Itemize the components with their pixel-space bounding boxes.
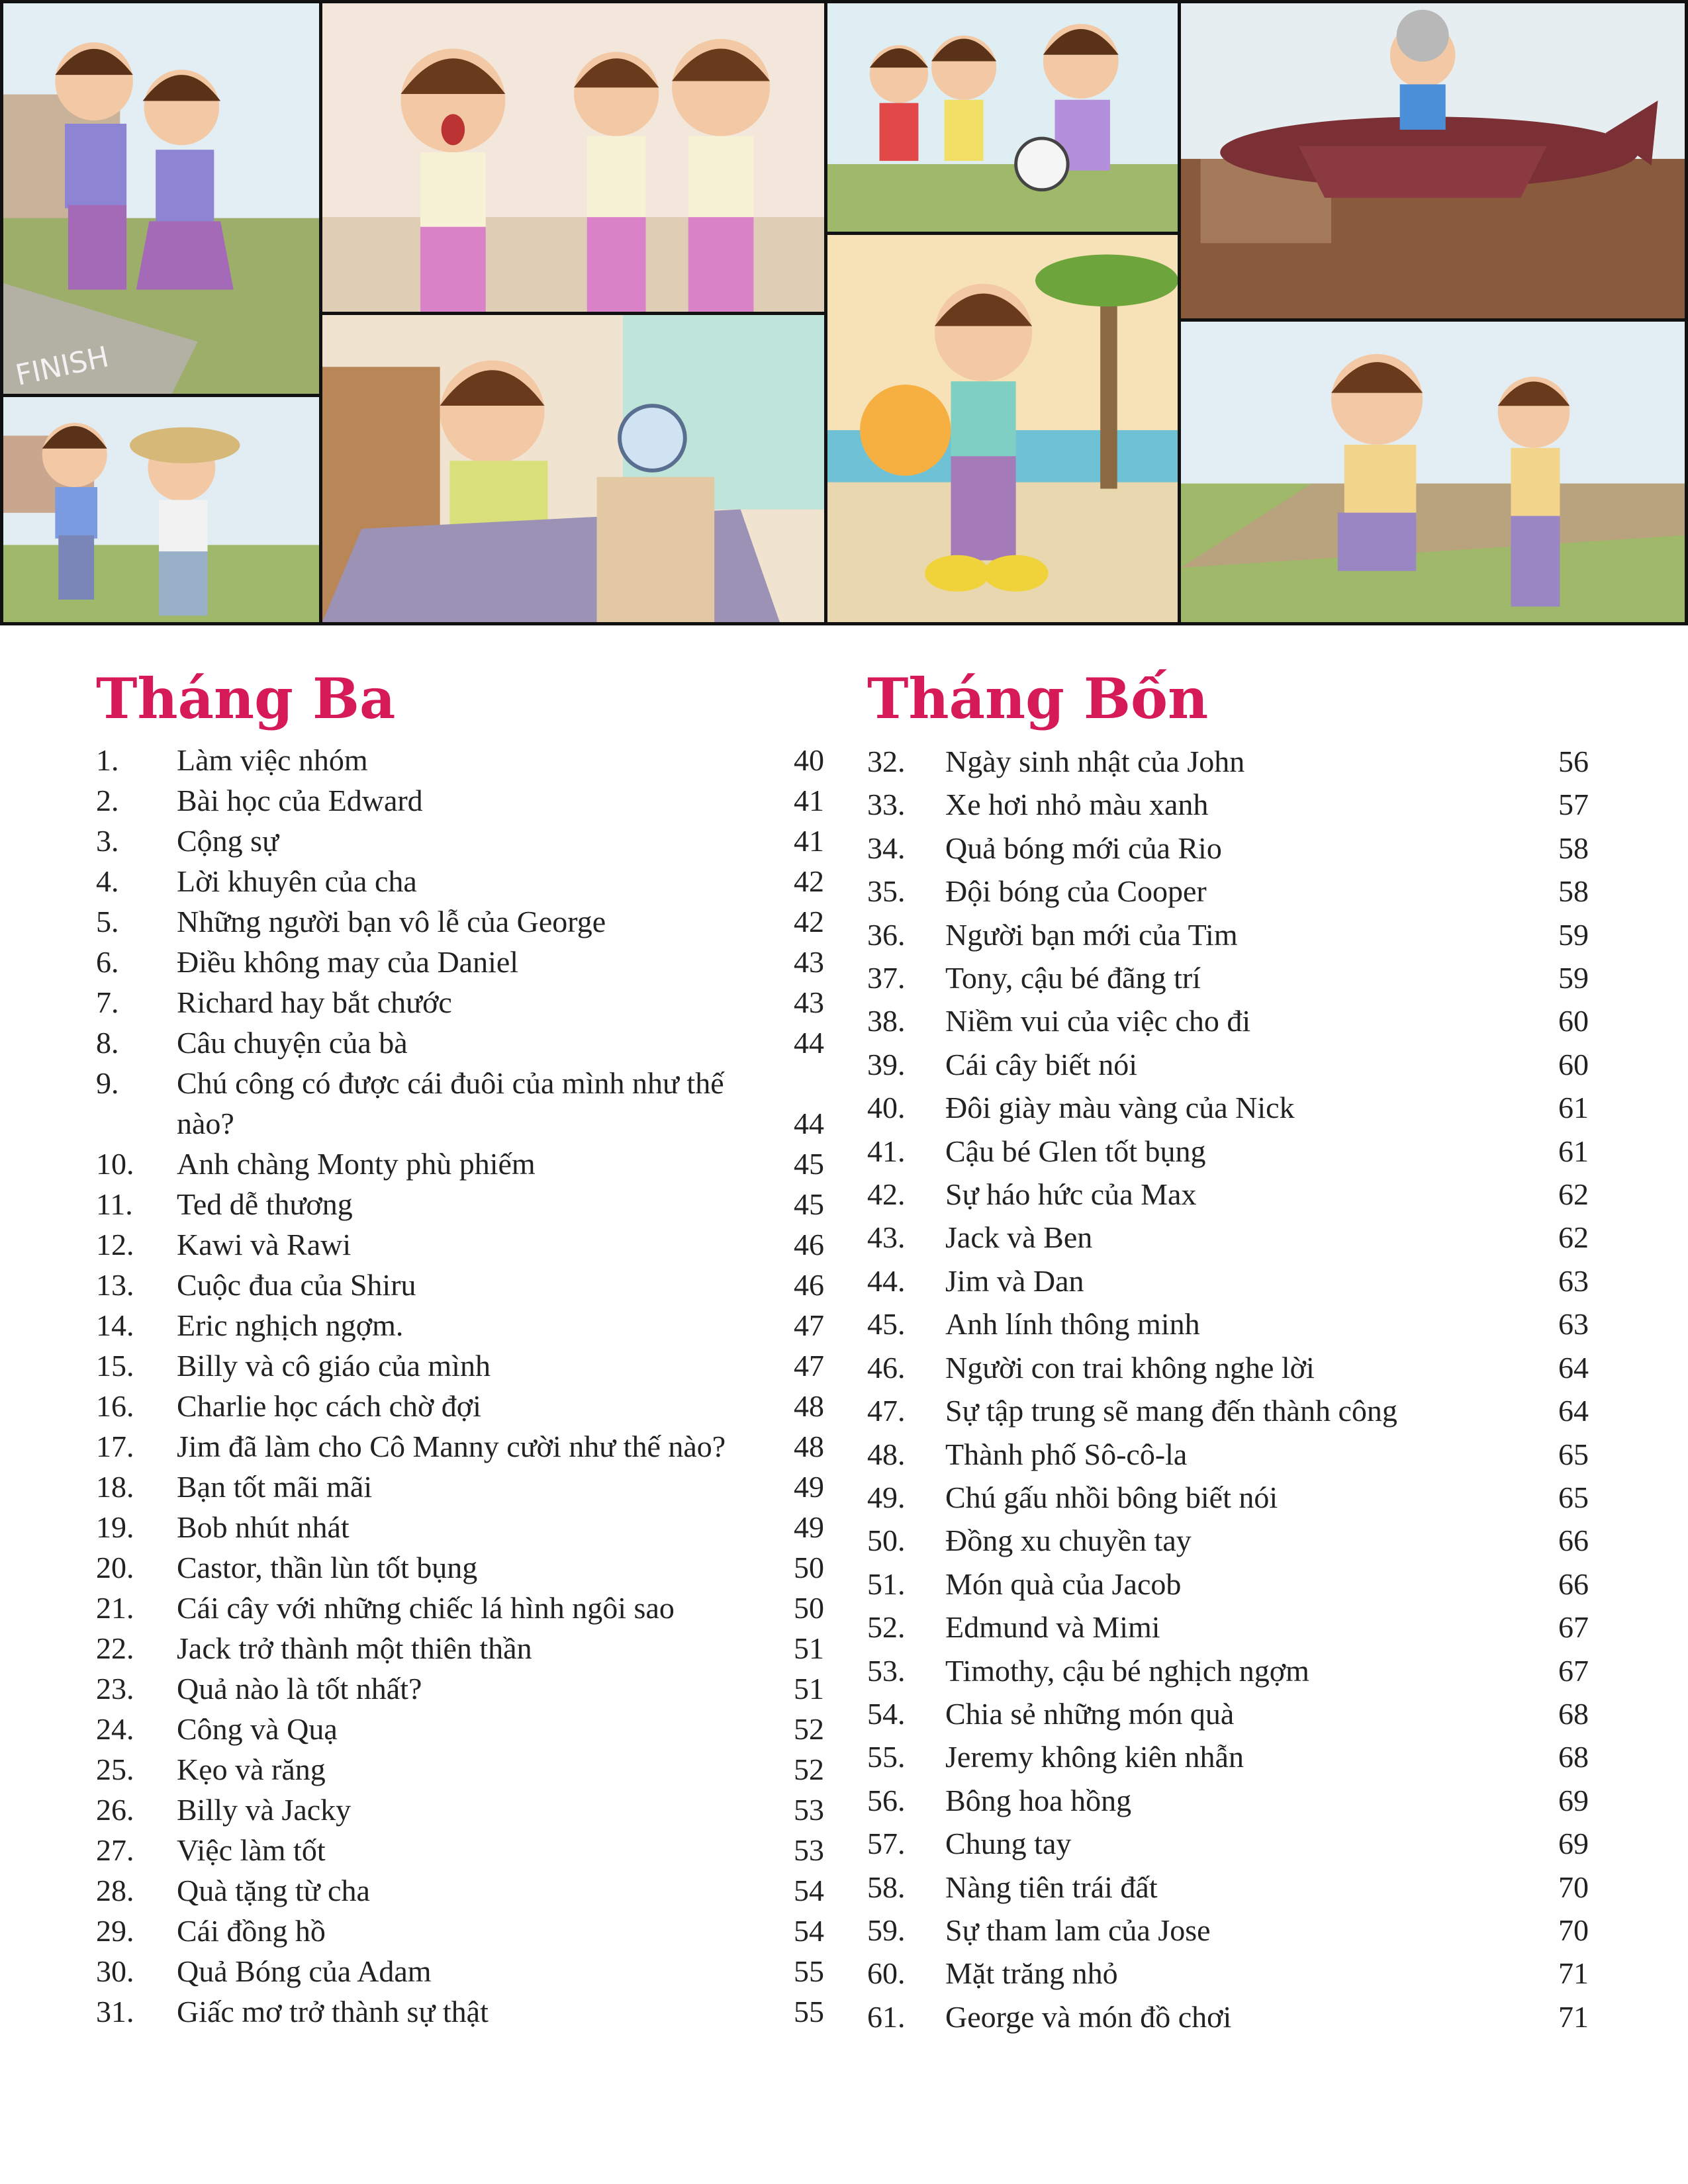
toc-entry-title: Chung tay bbox=[945, 1827, 1072, 1861]
finish-text: FINISH bbox=[13, 340, 112, 393]
toc-entry-page: 66 bbox=[1558, 1524, 1589, 1558]
toc-entry-page: 55 bbox=[794, 1954, 824, 1988]
toc-entry-title: Đôi giày màu vàng của Nick bbox=[945, 1091, 1295, 1125]
toc-entry-title: Câu chuyện của bà bbox=[177, 1026, 408, 1060]
toc-entry[interactable] bbox=[96, 1870, 824, 1911]
toc-entry[interactable] bbox=[867, 1909, 1589, 1952]
toc-entry-title: Jim và Dan bbox=[945, 1263, 1084, 1298]
toc-entry-page: 50 bbox=[794, 1551, 824, 1584]
toc-entry[interactable] bbox=[867, 1389, 1589, 1432]
toc-entry-page: 52 bbox=[794, 1752, 824, 1786]
toc-entry-title: Mặt trăng nhỏ bbox=[945, 1956, 1118, 1991]
toc-entry-page: 45 bbox=[794, 1147, 824, 1181]
toc-entry-title: Castor, thần lùn tốt bụng bbox=[177, 1551, 478, 1584]
toc-entry-title: Bạn tốt mãi mãi bbox=[177, 1470, 373, 1504]
toc-entry[interactable] bbox=[96, 861, 824, 901]
toc-entry-title: Quả nào là tốt nhất? bbox=[177, 1672, 422, 1706]
toc-entry-title: Công và Quạ bbox=[177, 1712, 338, 1746]
toc-entry-title: Cộng sự bbox=[177, 824, 279, 858]
toc-entry-number: 25. bbox=[96, 1752, 134, 1786]
toc-entry-page: 43 bbox=[794, 945, 824, 979]
toc-entry-number: 24. bbox=[96, 1712, 134, 1746]
toc-entry-title: Sự tập trung sẽ mang đến thành công bbox=[945, 1394, 1397, 1428]
toc-entry-number: 16. bbox=[96, 1389, 134, 1423]
toc-march bbox=[96, 662, 824, 2032]
toc-entry-number: 60. bbox=[867, 1956, 906, 1991]
toc-entry-page: 61 bbox=[1558, 1091, 1589, 1125]
toc-entry[interactable] bbox=[867, 740, 1589, 783]
toc-entry-number: 42. bbox=[867, 1177, 906, 1212]
toc-entry-number: 22. bbox=[96, 1631, 134, 1665]
toc-entry-page: 56 bbox=[1558, 745, 1589, 778]
toc-entry-page: 68 bbox=[1558, 1740, 1589, 1774]
toc-entry-title: Xe hơi nhỏ màu xanh bbox=[945, 788, 1209, 822]
toc-entry-page: 61 bbox=[1558, 1134, 1589, 1168]
toc-entry-page: 66 bbox=[1558, 1567, 1589, 1601]
toc-entry-title: Đồng xu chuyền tay bbox=[945, 1524, 1192, 1558]
toc-entry-title: Bông hoa hồng bbox=[945, 1783, 1132, 1817]
toc-entry[interactable] bbox=[96, 982, 824, 1023]
toc-entry-title: Quà tặng từ cha bbox=[177, 1874, 370, 1907]
toc-entry[interactable] bbox=[867, 1476, 1589, 1519]
toc-entry-title: Jim đã làm cho Cô Manny cười như thế nào? bbox=[177, 1430, 726, 1463]
toc-entry-page: 47 bbox=[794, 1349, 824, 1383]
toc-entry-page: 64 bbox=[1558, 1350, 1589, 1385]
toc-entry-number: 51. bbox=[867, 1567, 906, 1601]
toc-entry-page: 60 bbox=[1558, 1004, 1589, 1038]
toc-entry-number: 7. bbox=[96, 985, 119, 1019]
toc-entry-title: Chia sẻ những món quà bbox=[945, 1696, 1235, 1731]
toc-entry-page: 62 bbox=[1558, 1220, 1589, 1255]
toc-entry[interactable] bbox=[96, 821, 824, 861]
toc-entry[interactable] bbox=[96, 1063, 824, 1144]
toc-entry[interactable] bbox=[96, 1426, 824, 1467]
toc-entry-page: 46 bbox=[794, 1228, 824, 1261]
toc-list-april bbox=[867, 740, 1589, 2038]
toc-entry-title: Billy và Jacky bbox=[177, 1793, 352, 1827]
toc-entry-number: 56. bbox=[867, 1783, 906, 1817]
toc-entry[interactable] bbox=[96, 1467, 824, 1507]
toc-entry[interactable] bbox=[867, 1130, 1589, 1173]
toc-entry-title: Niềm vui của việc cho đi bbox=[945, 1004, 1251, 1038]
toc-entry[interactable] bbox=[867, 1822, 1589, 1865]
toc-entry[interactable] bbox=[867, 870, 1589, 913]
toc-entry-number: 5. bbox=[96, 905, 119, 938]
toc-entry-number: 4. bbox=[96, 864, 119, 898]
toc-entry-page: 54 bbox=[794, 1874, 824, 1907]
toc-entry-number: 61. bbox=[867, 1999, 906, 2034]
toc-entry-number: 44. bbox=[867, 1263, 906, 1298]
toc-entry-title: Giấc mơ trở thành sự thật bbox=[177, 1995, 489, 2028]
toc-entry-title: Những người bạn vô lễ của George bbox=[177, 905, 606, 938]
toc-entry-title: Ngày sinh nhật của John bbox=[945, 745, 1245, 778]
toc-entry-title: Đội bóng của Cooper bbox=[945, 874, 1207, 909]
toc-entry-page: 63 bbox=[1558, 1263, 1589, 1298]
section-heading-march: Tháng Ba bbox=[96, 666, 396, 731]
toc-entry[interactable] bbox=[867, 1346, 1589, 1389]
toc-entry-title: Thành phố Sô-cô-la bbox=[945, 1437, 1188, 1471]
toc-entry-number: 53. bbox=[867, 1653, 906, 1688]
toc-entry-page: 42 bbox=[794, 905, 824, 938]
toc-entry-number: 43. bbox=[867, 1220, 906, 1255]
toc-entry-page: 40 bbox=[794, 743, 824, 777]
toc-entry-number: 36. bbox=[867, 917, 906, 952]
toc-entry[interactable] bbox=[96, 1023, 824, 1063]
toc-entry-title: Món quà của Jacob bbox=[945, 1567, 1182, 1601]
toc-entry[interactable] bbox=[867, 827, 1589, 870]
toc-entry[interactable] bbox=[867, 956, 1589, 999]
illustration-cowboy-hat bbox=[0, 394, 322, 625]
toc-entry-title: Nàng tiên trái đất bbox=[945, 1870, 1158, 1904]
toc-entry-page: 63 bbox=[1558, 1307, 1589, 1342]
toc-entry-title: Việc làm tốt bbox=[177, 1833, 326, 1867]
illustration-schoolbags bbox=[1178, 318, 1688, 625]
toc-entry[interactable] bbox=[96, 1951, 824, 1991]
toc-entry-title: Làm việc nhóm bbox=[177, 743, 368, 777]
toc-entry[interactable] bbox=[96, 1911, 824, 1951]
toc-entry-page: 67 bbox=[1558, 1610, 1589, 1645]
toc-entry[interactable] bbox=[96, 1668, 824, 1709]
toc-entry-title: Jack và Ben bbox=[945, 1220, 1093, 1255]
toc-entry[interactable] bbox=[96, 1547, 824, 1588]
toc-entry-page: 54 bbox=[794, 1914, 824, 1948]
toc-entry-page: 43 bbox=[794, 985, 824, 1019]
toc-entry-page: 59 bbox=[1558, 917, 1589, 952]
toc-entry[interactable] bbox=[96, 1144, 824, 1184]
toc-entry-number: 37. bbox=[867, 961, 906, 995]
toc-entry-page: 68 bbox=[1558, 1696, 1589, 1731]
toc-entry[interactable] bbox=[96, 1709, 824, 1749]
toc-entry-number: 10. bbox=[96, 1147, 134, 1181]
toc-entry-number: 30. bbox=[96, 1954, 134, 1988]
toc-entry-page: 69 bbox=[1558, 1783, 1589, 1817]
toc-entry-title: George và món đồ chơi bbox=[945, 1999, 1232, 2034]
toc-entry[interactable] bbox=[867, 1606, 1589, 1649]
toc-entry[interactable] bbox=[96, 1507, 824, 1547]
toc-entry-number: 21. bbox=[96, 1591, 134, 1625]
toc-entry-number: 23. bbox=[96, 1672, 134, 1706]
toc-entry-page: 67 bbox=[1558, 1653, 1589, 1688]
toc-entry-number: 12. bbox=[96, 1228, 134, 1261]
toc-april bbox=[867, 662, 1589, 2038]
toc-entry[interactable] bbox=[96, 1830, 824, 1870]
toc-entry-page: 69 bbox=[1558, 1827, 1589, 1861]
toc-entry-page: 41 bbox=[794, 784, 824, 817]
toc-entry-title: Bob nhút nhát bbox=[177, 1510, 350, 1544]
toc-entry-number: 9. bbox=[96, 1066, 119, 1100]
illustration-airplane bbox=[1178, 0, 1688, 322]
toc-list-march bbox=[96, 740, 824, 2032]
toc-entry-title: Charlie học cách chờ đợi bbox=[177, 1389, 481, 1423]
toc-entry[interactable] bbox=[867, 913, 1589, 956]
toc-entry-title: Lời khuyên của cha bbox=[177, 864, 417, 898]
toc-entry-page: 57 bbox=[1558, 788, 1589, 822]
toc-entry[interactable] bbox=[867, 1866, 1589, 1909]
toc-entry-number: 27. bbox=[96, 1833, 134, 1867]
toc-entry-title: Cậu bé Glen tốt bụng bbox=[945, 1134, 1206, 1168]
toc-entry-number: 35. bbox=[867, 874, 906, 909]
illustration-crying-boy bbox=[319, 0, 827, 315]
toc-entry[interactable] bbox=[867, 1216, 1589, 1259]
toc-entry[interactable] bbox=[867, 1433, 1589, 1476]
toc-entry-page: 58 bbox=[1558, 874, 1589, 909]
toc-entry-title: Quả Bóng của Adam bbox=[177, 1954, 432, 1988]
toc-entry-page: 52 bbox=[794, 1712, 824, 1746]
toc-entry-title: Richard hay bắt chước bbox=[177, 985, 452, 1019]
toc-entry-page: 70 bbox=[1558, 1870, 1589, 1904]
toc-entry-number: 45. bbox=[867, 1307, 906, 1342]
toc-entry-page: 55 bbox=[794, 1995, 824, 2028]
toc-entry-page: 71 bbox=[1558, 1999, 1589, 2034]
toc-entry-page: 49 bbox=[794, 1470, 824, 1504]
toc-entry[interactable] bbox=[96, 1628, 824, 1668]
toc-entry-number: 28. bbox=[96, 1874, 134, 1907]
toc-entry-title: Cái cây với những chiếc lá hình ngôi sao bbox=[177, 1591, 675, 1625]
toc-entry-title: Billy và cô giáo của mình bbox=[177, 1349, 491, 1383]
toc-entry-number: 3. bbox=[96, 824, 119, 858]
toc-entry-title: Tony, cậu bé đãng trí bbox=[945, 961, 1201, 995]
toc-entry[interactable] bbox=[867, 1995, 1589, 2038]
toc-entry-title: Cái cây biết nói bbox=[945, 1047, 1137, 1081]
toc-entry-title: Jack trở thành một thiên thần bbox=[177, 1631, 532, 1665]
toc-entry[interactable] bbox=[867, 1302, 1589, 1345]
toc-entry-number: 46. bbox=[867, 1350, 906, 1385]
toc-entry-title: Eric nghịch ngợm. bbox=[177, 1308, 404, 1342]
toc-entry[interactable] bbox=[96, 1224, 824, 1265]
toc-entry-page: 70 bbox=[1558, 1913, 1589, 1947]
toc-entry-page: 48 bbox=[794, 1389, 824, 1423]
toc-entry[interactable] bbox=[96, 780, 824, 821]
toc-entry-number: 17. bbox=[96, 1430, 134, 1463]
toc-entry-number: 18. bbox=[96, 1470, 134, 1504]
toc-entry-title: Anh chàng Monty phù phiếm bbox=[177, 1147, 536, 1181]
toc-entry-number: 8. bbox=[96, 1026, 119, 1060]
toc-entry-title: Sự tham lam của Jose bbox=[945, 1913, 1211, 1947]
toc-entry-page: 59 bbox=[1558, 961, 1589, 995]
toc-entry-page: 44 bbox=[794, 1107, 824, 1140]
toc-entry-title: Jeremy không kiên nhẫn bbox=[945, 1740, 1244, 1774]
toc-entry-number: 19. bbox=[96, 1510, 134, 1544]
toc-entry[interactable] bbox=[867, 999, 1589, 1042]
toc-entry[interactable] bbox=[867, 1563, 1589, 1606]
toc-entry-page: 51 bbox=[794, 1631, 824, 1665]
toc-entry-title: Kawi và Rawi bbox=[177, 1228, 352, 1261]
toc-entry-number: 6. bbox=[96, 945, 119, 979]
toc-entry[interactable] bbox=[867, 1259, 1589, 1302]
toc-entry-number: 31. bbox=[96, 1995, 134, 2028]
toc-entry-title: Anh lính thông minh bbox=[945, 1307, 1200, 1342]
toc-entry-page: 58 bbox=[1558, 831, 1589, 865]
toc-entry-page: 44 bbox=[794, 1026, 824, 1060]
toc-entry-title: Ted dễ thương bbox=[177, 1187, 353, 1221]
toc-entry-page: 65 bbox=[1558, 1480, 1589, 1514]
toc-entry-title: Kẹo và răng bbox=[177, 1752, 326, 1786]
toc-entry-number: 15. bbox=[96, 1349, 134, 1383]
toc-entry-number: 20. bbox=[96, 1551, 134, 1584]
toc-entry-number: 14. bbox=[96, 1308, 134, 1342]
toc-entry-page: 71 bbox=[1558, 1956, 1589, 1991]
toc-entry[interactable] bbox=[96, 1305, 824, 1345]
toc-entry[interactable] bbox=[96, 1588, 824, 1628]
toc-entry-number: 54. bbox=[867, 1696, 906, 1731]
toc-entry-title: Quả bóng mới của Rio bbox=[945, 831, 1222, 865]
toc-entry[interactable] bbox=[96, 942, 824, 982]
toc-entry[interactable] bbox=[96, 740, 824, 780]
toc-entry-page: 53 bbox=[794, 1833, 824, 1867]
toc-entry-number: 33. bbox=[867, 788, 906, 822]
toc-entry-number: 57. bbox=[867, 1827, 906, 1861]
toc-entry-page: 48 bbox=[794, 1430, 824, 1463]
toc-entry-page: 64 bbox=[1558, 1394, 1589, 1428]
toc-entry-title: Timothy, cậu bé nghịch ngợm bbox=[945, 1653, 1309, 1688]
toc-entry-title: Chú gấu nhồi bông biết nói bbox=[945, 1480, 1278, 1514]
toc-entry-title: Người con trai không nghe lời bbox=[945, 1350, 1315, 1385]
toc-entry-title: Cuộc đua của Shiru bbox=[177, 1268, 416, 1302]
toc-entry-page: 53 bbox=[794, 1793, 824, 1827]
toc-entry-number: 52. bbox=[867, 1610, 906, 1645]
toc-entry[interactable] bbox=[867, 1692, 1589, 1735]
toc-entry[interactable] bbox=[96, 1991, 824, 2032]
toc-entry[interactable] bbox=[96, 1265, 824, 1305]
toc-entry[interactable] bbox=[96, 1790, 824, 1830]
illustration-yellow-shoes bbox=[824, 232, 1181, 625]
illustration-soccer-ball bbox=[824, 0, 1181, 235]
toc-entry-title: Edmund và Mimi bbox=[945, 1610, 1160, 1645]
toc-entry-title: Bài học của Edward bbox=[177, 784, 423, 817]
toc-entry[interactable] bbox=[867, 1519, 1589, 1562]
illustration-bed-clock bbox=[319, 312, 827, 625]
section-heading-april: Tháng Bốn bbox=[867, 666, 1209, 731]
toc-entry-number: 48. bbox=[867, 1437, 906, 1471]
toc-entry-number: 49. bbox=[867, 1480, 906, 1514]
toc-entry[interactable] bbox=[96, 1345, 824, 1386]
toc-entry-title: Điều không may của Daniel bbox=[177, 945, 519, 979]
toc-entry-title: Cái đồng hồ bbox=[177, 1914, 326, 1948]
toc-entry-number: 59. bbox=[867, 1913, 906, 1947]
toc-entry-number: 34. bbox=[867, 831, 906, 865]
toc-entry-page: 62 bbox=[1558, 1177, 1589, 1212]
toc-entry-number: 1. bbox=[96, 743, 119, 777]
toc-entry[interactable] bbox=[867, 783, 1589, 826]
toc-entry-page: 65 bbox=[1558, 1437, 1589, 1471]
toc-entry-page: 41 bbox=[794, 824, 824, 858]
toc-entry[interactable] bbox=[96, 1749, 824, 1790]
toc-entry-number: 2. bbox=[96, 784, 119, 817]
toc-entry-number: 26. bbox=[96, 1793, 134, 1827]
toc-entry-page: 49 bbox=[794, 1510, 824, 1544]
toc-entry-number: 38. bbox=[867, 1004, 906, 1038]
toc-entry[interactable] bbox=[96, 1386, 824, 1426]
toc-entry-number: 29. bbox=[96, 1914, 134, 1948]
toc-entry[interactable] bbox=[867, 1735, 1589, 1778]
toc-entry-page: 60 bbox=[1558, 1047, 1589, 1081]
toc-entry[interactable] bbox=[96, 1184, 824, 1224]
toc-entry-title: Chú công có được cái đuôi của mình như thế nào? bbox=[177, 1066, 724, 1140]
toc-entry-number: 41. bbox=[867, 1134, 906, 1168]
toc-entry-number: 40. bbox=[867, 1091, 906, 1125]
toc-entry-page: 42 bbox=[794, 864, 824, 898]
toc-entry-page: 50 bbox=[794, 1591, 824, 1625]
toc-entry[interactable] bbox=[867, 1086, 1589, 1129]
toc-entry[interactable] bbox=[867, 1043, 1589, 1086]
toc-entry-number: 13. bbox=[96, 1268, 134, 1302]
toc-entry-page: 45 bbox=[794, 1187, 824, 1221]
toc-entry-number: 47. bbox=[867, 1394, 906, 1428]
illustration-race bbox=[0, 0, 322, 397]
toc-entry-number: 39. bbox=[867, 1047, 906, 1081]
toc-entry[interactable] bbox=[96, 901, 824, 942]
toc-entry[interactable] bbox=[867, 1649, 1589, 1692]
toc-entry-page: 46 bbox=[794, 1268, 824, 1302]
toc-entry-title: Sự háo hức của Max bbox=[945, 1177, 1197, 1212]
toc-entry-number: 50. bbox=[867, 1524, 906, 1558]
toc-entry[interactable] bbox=[867, 1952, 1589, 1995]
toc-entry[interactable] bbox=[867, 1779, 1589, 1822]
toc-entry-number: 58. bbox=[867, 1870, 906, 1904]
toc-entry-page: 51 bbox=[794, 1672, 824, 1706]
toc-entry-title: Người bạn mới của Tim bbox=[945, 917, 1238, 952]
toc-entry-number: 11. bbox=[96, 1187, 133, 1221]
toc-entry-number: 55. bbox=[867, 1740, 906, 1774]
toc-entry[interactable] bbox=[867, 1173, 1589, 1216]
toc-entry-page: 47 bbox=[794, 1308, 824, 1342]
toc-entry-number: 32. bbox=[867, 745, 906, 778]
